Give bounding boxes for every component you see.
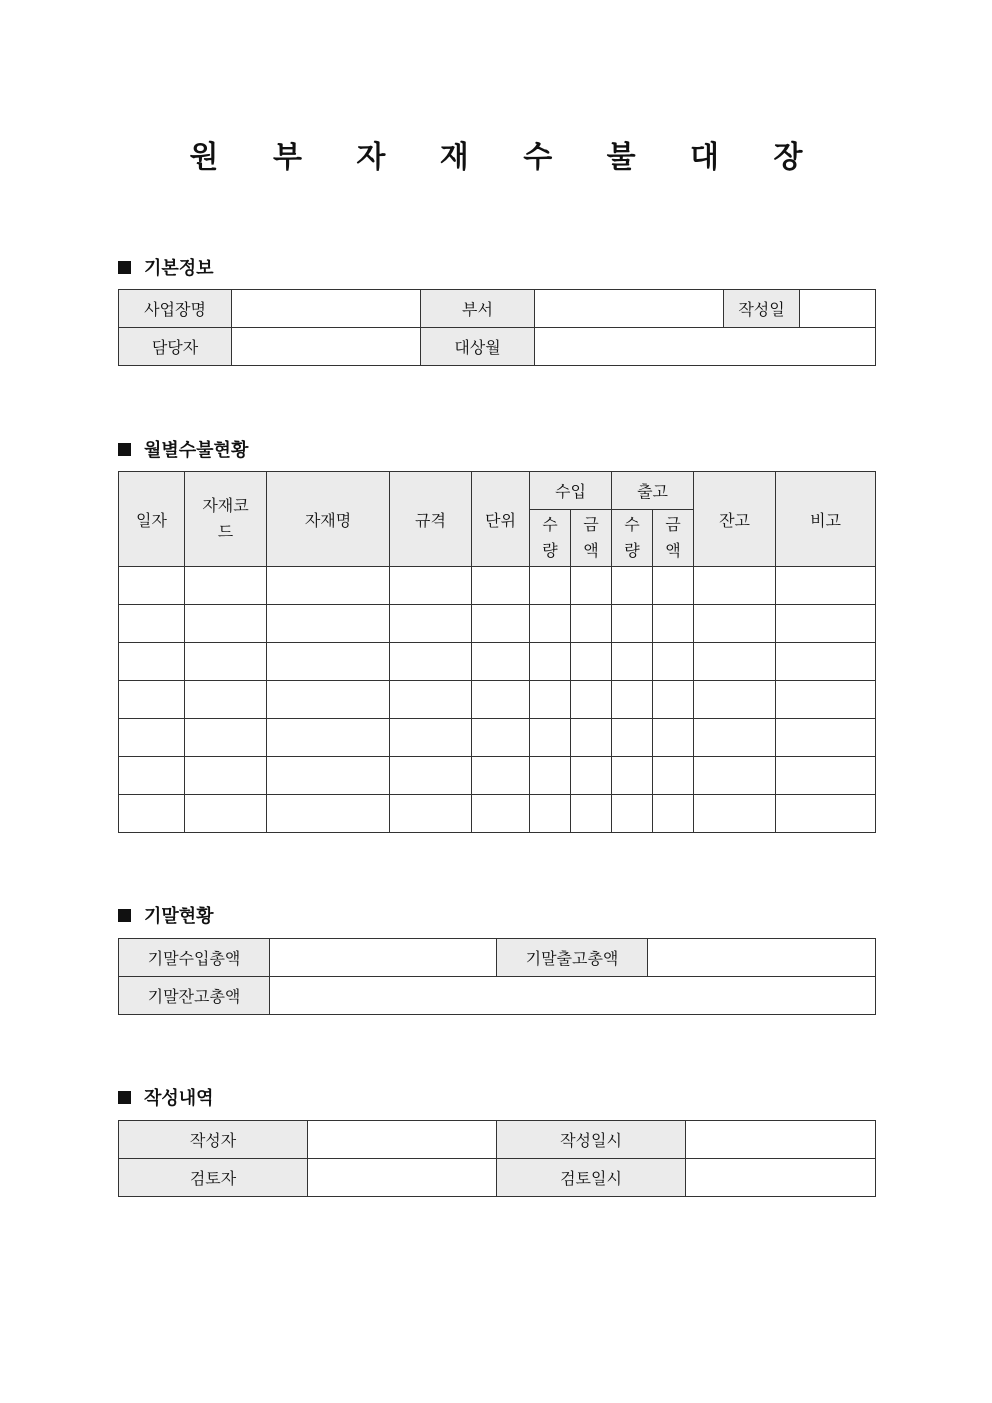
cell-out-amt[interactable] [653, 719, 694, 757]
review-datetime-label: 검토일시 [497, 1159, 686, 1197]
header-spec: 규격 [390, 472, 472, 567]
header-in-qty-line2: 량 [542, 541, 558, 560]
cell-in-amt[interactable] [571, 643, 612, 681]
cell-name[interactable] [267, 643, 390, 681]
cell-spec[interactable] [390, 567, 472, 605]
target-month-field[interactable] [535, 328, 876, 366]
total-balance-label: 기말잔고총액 [119, 977, 270, 1015]
cell-unit[interactable] [472, 719, 530, 757]
cell-unit[interactable] [472, 605, 530, 643]
manager-label: 담당자 [119, 328, 232, 366]
cell-out-qty[interactable] [612, 757, 653, 795]
cell-unit[interactable] [472, 795, 530, 833]
total-in-field[interactable] [270, 939, 497, 977]
section-heading-end-label: 기말현황 [144, 906, 214, 927]
header-out: 출고 [612, 472, 694, 510]
header-in-amt-line2: 액 [583, 541, 599, 560]
header-in-qty-line1: 수 [542, 515, 558, 534]
cell-code[interactable] [185, 757, 267, 795]
cell-out-qty[interactable] [612, 719, 653, 757]
header-unit: 단위 [472, 472, 530, 567]
target-month-label: 대상월 [421, 328, 535, 366]
section-heading-basic-label: 기본정보 [144, 258, 214, 279]
cell-name[interactable] [267, 795, 390, 833]
cell-date[interactable] [119, 757, 185, 795]
total-out-label: 기말출고총액 [497, 939, 648, 977]
cell-code[interactable] [185, 567, 267, 605]
cell-out-amt[interactable] [653, 567, 694, 605]
cell-balance[interactable] [694, 757, 776, 795]
table-row [119, 567, 876, 605]
header-code-line1: 자재코 [202, 496, 249, 515]
cell-date[interactable] [119, 719, 185, 757]
header-out-qty-line1: 수 [624, 515, 640, 534]
section-heading-basic [118, 254, 214, 280]
cell-out-qty[interactable] [612, 567, 653, 605]
cell-balance[interactable] [694, 719, 776, 757]
cell-code[interactable] [185, 795, 267, 833]
cell-note[interactable] [776, 719, 876, 757]
cell-date[interactable] [119, 567, 185, 605]
cell-date[interactable] [119, 643, 185, 681]
cell-out-amt[interactable] [653, 757, 694, 795]
reviewer-label: 검토자 [119, 1159, 308, 1197]
table-row [119, 643, 876, 681]
cell-in-qty[interactable] [530, 795, 571, 833]
total-out-field[interactable] [648, 939, 876, 977]
monthly-table [118, 471, 876, 833]
writer-label: 작성자 [119, 1121, 308, 1159]
cell-in-amt[interactable] [571, 757, 612, 795]
cell-in-qty[interactable] [530, 605, 571, 643]
cell-date[interactable] [119, 681, 185, 719]
history-table [118, 1120, 876, 1197]
header-code-line2: 드 [217, 522, 234, 541]
cell-balance[interactable] [694, 605, 776, 643]
cell-name[interactable] [267, 681, 390, 719]
cell-unit[interactable] [472, 643, 530, 681]
cell-balance[interactable] [694, 681, 776, 719]
cell-balance[interactable] [694, 643, 776, 681]
section-heading-monthly [118, 436, 248, 462]
business-name-field[interactable] [232, 290, 421, 328]
square-bullet-icon [118, 261, 131, 274]
cell-note[interactable] [776, 757, 876, 795]
reviewer-field[interactable] [308, 1159, 497, 1197]
cell-name[interactable] [267, 605, 390, 643]
cell-name[interactable] [267, 719, 390, 757]
cell-in-amt[interactable] [571, 567, 612, 605]
cell-spec[interactable] [390, 643, 472, 681]
cell-out-amt[interactable] [653, 605, 694, 643]
header-balance: 잔고 [694, 472, 776, 567]
end-status-table [118, 938, 876, 1015]
cell-in-qty[interactable] [530, 643, 571, 681]
header-date: 일자 [119, 472, 185, 567]
basic-info-table [118, 289, 876, 366]
cell-spec[interactable] [390, 795, 472, 833]
cell-name[interactable] [267, 757, 390, 795]
header-in-amt-line1: 금 [583, 515, 599, 534]
cell-name[interactable] [267, 567, 390, 605]
cell-code[interactable] [185, 643, 267, 681]
header-name: 자재명 [267, 472, 390, 567]
header-out-amt-line2: 액 [665, 541, 681, 560]
cell-balance[interactable] [694, 795, 776, 833]
section-heading-monthly-label: 월별수불현황 [144, 440, 249, 461]
cell-out-amt[interactable] [653, 643, 694, 681]
cell-in-amt[interactable] [571, 795, 612, 833]
square-bullet-icon [118, 443, 131, 456]
cell-spec[interactable] [390, 605, 472, 643]
cell-out-qty[interactable] [612, 605, 653, 643]
cell-out-amt[interactable] [653, 681, 694, 719]
cell-in-qty[interactable] [530, 719, 571, 757]
section-heading-end [118, 902, 214, 928]
cell-code[interactable] [185, 719, 267, 757]
date-field[interactable] [800, 290, 876, 328]
header-in: 수입 [530, 472, 612, 510]
square-bullet-icon [118, 1091, 131, 1104]
section-heading-history-label: 작성내역 [144, 1088, 214, 1109]
cell-out-qty[interactable] [612, 643, 653, 681]
cell-note[interactable] [776, 681, 876, 719]
cell-date[interactable] [119, 795, 185, 833]
date-label: 작성일 [724, 290, 800, 328]
table-row [119, 757, 876, 795]
section-heading-history [118, 1084, 214, 1110]
total-balance-field[interactable] [270, 977, 876, 1015]
cell-code[interactable] [185, 605, 267, 643]
cell-note[interactable] [776, 643, 876, 681]
table-row [119, 795, 876, 833]
cell-out-amt[interactable] [653, 795, 694, 833]
header-out-amt-line1: 금 [665, 515, 681, 534]
cell-in-amt[interactable] [571, 681, 612, 719]
page-title: 원 부 자 재 수 불 대 장 [189, 140, 825, 175]
business-name-label: 사업장명 [119, 290, 232, 328]
cell-in-amt[interactable] [571, 719, 612, 757]
cell-date[interactable] [119, 605, 185, 643]
total-in-label: 기말수입총액 [119, 939, 270, 977]
dept-label: 부서 [421, 290, 535, 328]
cell-unit[interactable] [472, 567, 530, 605]
table-row [119, 605, 876, 643]
cell-unit[interactable] [472, 757, 530, 795]
cell-in-qty[interactable] [530, 567, 571, 605]
header-out-amt [653, 510, 694, 567]
header-out-qty [612, 510, 653, 567]
cell-in-amt[interactable] [571, 605, 612, 643]
writer-field[interactable] [308, 1121, 497, 1159]
write-datetime-label: 작성일시 [497, 1121, 686, 1159]
cell-spec[interactable] [390, 681, 472, 719]
cell-out-qty[interactable] [612, 795, 653, 833]
cell-in-qty[interactable] [530, 681, 571, 719]
review-datetime-field[interactable] [686, 1159, 876, 1197]
cell-note[interactable] [776, 567, 876, 605]
cell-note[interactable] [776, 605, 876, 643]
cell-spec[interactable] [390, 757, 472, 795]
header-code [185, 472, 267, 567]
header-in-amt [571, 510, 612, 567]
header-note: 비고 [776, 472, 876, 567]
header-in-qty [530, 510, 571, 567]
cell-code[interactable] [185, 681, 267, 719]
manager-field[interactable] [232, 328, 421, 366]
write-datetime-field[interactable] [686, 1121, 876, 1159]
table-row [119, 719, 876, 757]
header-out-qty-line2: 량 [624, 541, 640, 560]
cell-unit[interactable] [472, 681, 530, 719]
cell-note[interactable] [776, 795, 876, 833]
square-bullet-icon [118, 909, 131, 922]
cell-in-qty[interactable] [530, 757, 571, 795]
cell-balance[interactable] [694, 567, 776, 605]
cell-spec[interactable] [390, 719, 472, 757]
cell-out-qty[interactable] [612, 681, 653, 719]
dept-field[interactable] [535, 290, 724, 328]
table-row [119, 681, 876, 719]
